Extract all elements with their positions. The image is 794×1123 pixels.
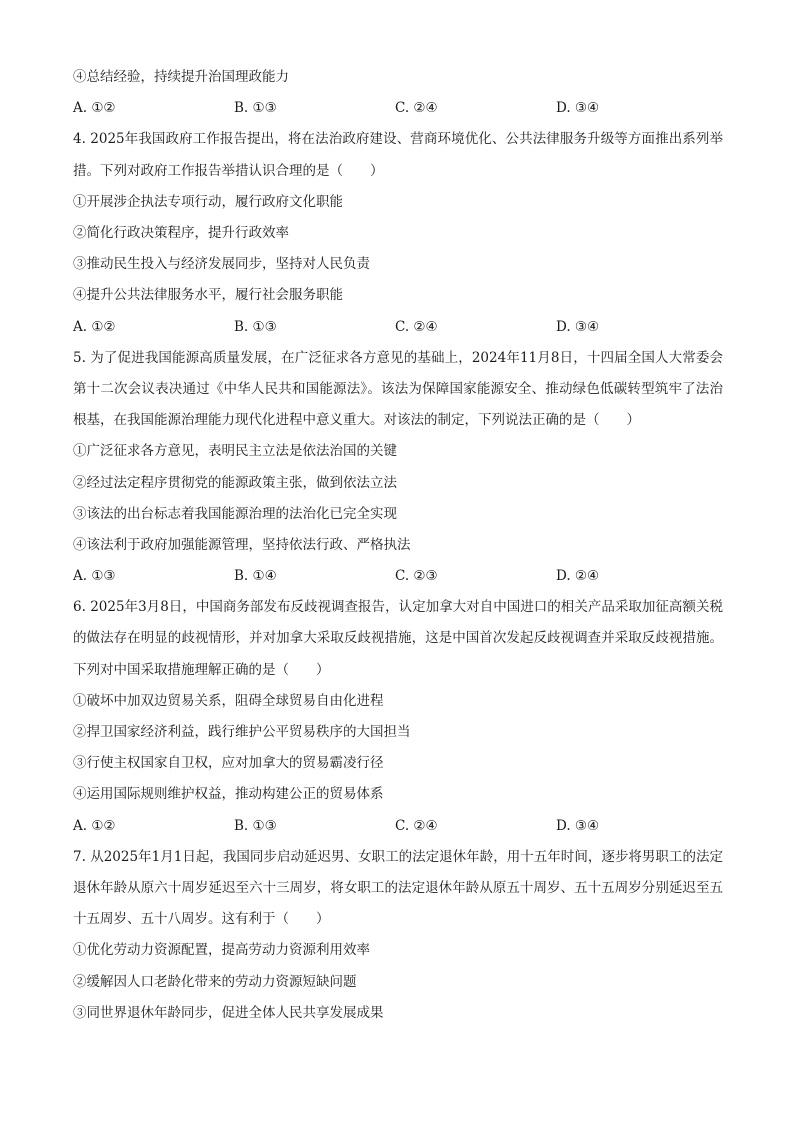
q6-statement-1: ①破坏中加双边贸易关系，阻碍全球贸易自由化进程: [73, 692, 384, 709]
question-5-stem: 5. 为了促进我国能源高质量发展，在广泛征求各方意见的基础上，2024年11月8日，十四届全国人大常委会第十二次会议表决通过《中华人民共和国能源法》。该法为保障国家能源安全、推动绿色低碳转型筑牢了法治根基，在我国能源治理能力现代化进程中意义重大。对该法的制定，下列说法正确的是（ ）: [73, 349, 723, 429]
option-a: A. ①②: [73, 318, 116, 335]
option-c: C. ②④: [395, 817, 438, 834]
q6-statement-4: ④运用国际规则维护权益，推动构建公正的贸易体系: [73, 786, 384, 803]
answer-options-q6: [73, 811, 723, 842]
q7-statement-3: ③同世界退休年龄同步，促进全体人民共享发展成果: [73, 1004, 384, 1021]
question-4-stem: 4. 2025年我国政府工作报告提出，将在法治政府建设、营商环境优化、公共法律服务升级等方面推出系列举措。下列对政府工作报告举措认识合理的是（ ）: [73, 131, 723, 179]
answer-options-q5: [73, 561, 723, 592]
line-q3-option-4: ④总结经验，持续提升治国理政能力: [73, 69, 289, 85]
document-page: [73, 62, 723, 1029]
question-6-stem: 6. 2025年3月8日，中国商务部发布反歧视调查报告，认定加拿大对自中国进口的相关产品采取加征高额关税的做法存在明显的歧视情形，并对加拿大采取反歧视措施，这是中国首次发起反歧视调查并采取反歧视措施。下列对中国采取措施理解正确的是（ ）: [73, 599, 723, 678]
option-c: C. ②④: [395, 100, 438, 117]
q4-statement-2: ②简化行政决策程序，提升行政效率: [73, 224, 289, 241]
option-a: A. ①②: [73, 817, 116, 834]
q6-statement-2: ②捍卫国家经济利益，践行维护公平贸易秩序的大国担当: [73, 724, 411, 741]
option-a: A. ①③: [73, 568, 116, 585]
answer-options-q3: [73, 93, 723, 124]
option-a: A. ①②: [73, 100, 116, 117]
q4-statement-1: ①开展涉企执法专项行动，履行政府文化职能: [73, 193, 343, 210]
option-c: C. ②③: [395, 568, 438, 585]
option-b: B. ①③: [234, 100, 277, 117]
option-d: D. ③④: [556, 100, 600, 117]
option-b: B. ①③: [234, 318, 277, 335]
option-d: D. ②④: [556, 568, 600, 585]
q6-statement-3: ③行使主权国家自卫权，应对加拿大的贸易霸凌行径: [73, 755, 384, 772]
option-c: C. ②④: [395, 318, 438, 335]
q5-statement-2: ②经过法定程序贯彻党的能源政策主张，做到依法立法: [73, 474, 397, 491]
q4-statement-4: ④提升公共法律服务水平，履行社会服务职能: [73, 287, 343, 304]
option-b: B. ①③: [234, 817, 277, 834]
answer-options-q4: [73, 312, 723, 343]
option-d: D. ③④: [556, 318, 600, 335]
q5-statement-4: ④该法利于政府加强能源管理，坚持依法行政、严格执法: [73, 536, 411, 553]
q4-statement-3: ③推动民生投入与经济发展同步，坚持对人民负责: [73, 256, 370, 273]
q7-statement-2: ②缓解因人口老龄化带来的劳动力资源短缺问题: [73, 973, 357, 990]
option-b: B. ①④: [234, 568, 277, 585]
question-7-stem: 7. 从2025年1月1日起，我国同步启动延迟男、女职工的法定退休年龄，用十五年时间，逐步将男职工的法定退休年龄从原六十周岁延迟至六十三周岁，将女职工的法定退休年龄从原五十周岁、五十五周岁分别延迟至五十五周岁、五十八周岁。这有利于（ ）: [73, 848, 723, 928]
q5-statement-3: ③该法的出台标志着我国能源治理的法治化已完全实现: [73, 505, 397, 522]
option-d: D. ③④: [556, 817, 600, 834]
q7-statement-1: ①优化劳动力资源配置，提高劳动力资源利用效率: [73, 942, 370, 959]
q5-statement-1: ①广泛征求各方意见，表明民主立法是依法治国的关键: [73, 443, 397, 460]
